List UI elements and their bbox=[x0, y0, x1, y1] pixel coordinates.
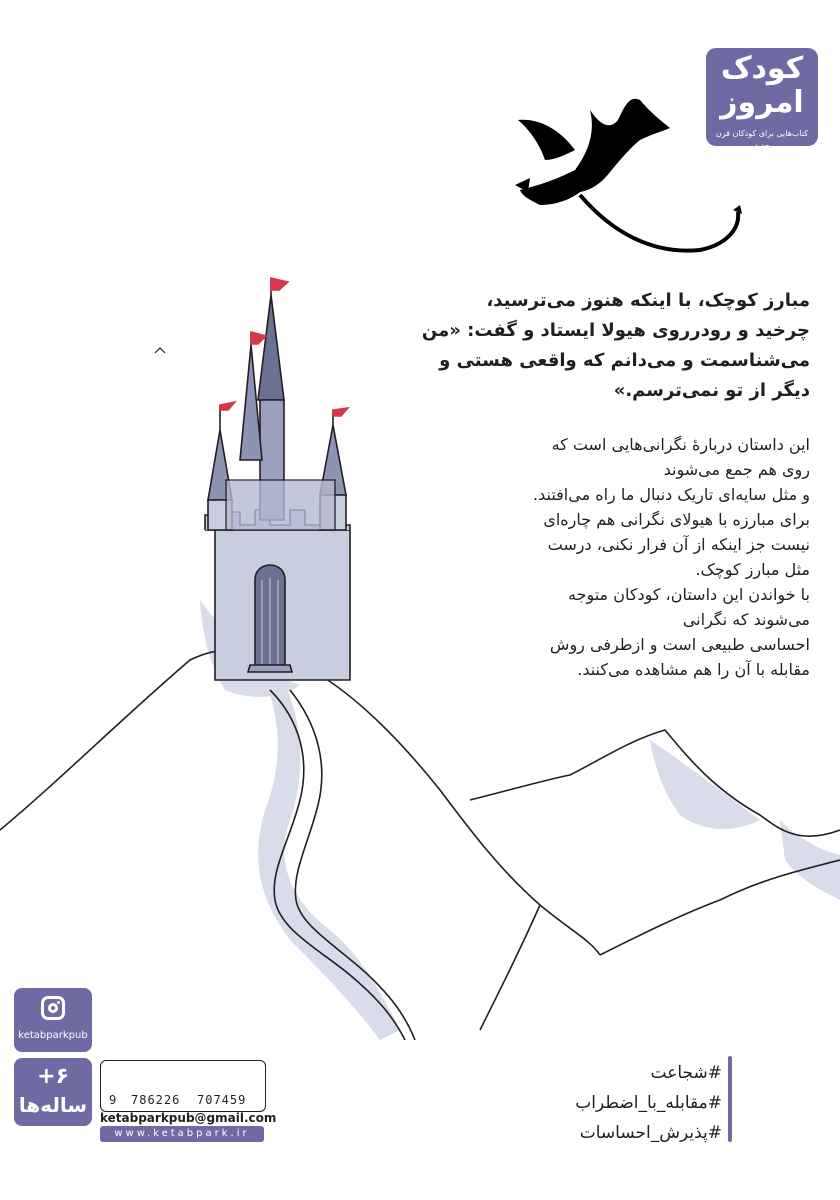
logo-line-1: کودک bbox=[720, 51, 804, 86]
contact-email[interactable]: ketabparkpub@gmail.com bbox=[100, 1111, 277, 1125]
book-description bbox=[380, 432, 810, 682]
description-line: برای مبارزه با هیولای نگرانی هم چاره‌ای bbox=[543, 510, 810, 529]
description-line: با خواندن این داستان، کودکان متوجه bbox=[567, 585, 810, 604]
quote-line: دیگر از تو نمی‌ترسم.» bbox=[613, 380, 810, 401]
age-badge bbox=[14, 1058, 92, 1126]
hashtag: #پذیرش_احساسات bbox=[579, 1123, 722, 1143]
description-line: روی هم جمع می‌شوند bbox=[663, 460, 810, 479]
website-link[interactable]: www.ketabpark.ir bbox=[100, 1126, 264, 1142]
barcode-digit-prefix: 9 bbox=[109, 1093, 118, 1107]
hashtag-divider bbox=[728, 1056, 732, 1142]
hashtag-list bbox=[560, 1058, 722, 1148]
instagram-badge[interactable] bbox=[14, 988, 92, 1052]
castle bbox=[205, 278, 350, 680]
instagram-handle: ketabparkpub bbox=[18, 1030, 88, 1041]
description-line: این داستان دربارهٔ نگرانی‌هایی است که bbox=[551, 435, 810, 454]
dragon-illustration bbox=[515, 99, 742, 251]
isbn-barcode bbox=[100, 1060, 266, 1112]
quote-line: چرخید و رودرروی هیولا ایستاد و گفت: «من bbox=[421, 320, 810, 341]
logo-tagline: کتاب‌هایی برای کودکان قرن جدید bbox=[715, 129, 809, 150]
barcode-digit-group-2: 707459 bbox=[197, 1093, 247, 1107]
age-number: +۶ bbox=[37, 1064, 69, 1089]
bird-icon bbox=[155, 348, 165, 353]
story-quote bbox=[380, 286, 810, 406]
barcode-digit-group-1: 786226 bbox=[131, 1093, 181, 1107]
description-line: نیست جز اینکه از آن فرار نکنی، درست bbox=[547, 535, 810, 554]
mountains bbox=[0, 649, 840, 1040]
hashtag: #شجاعت bbox=[650, 1063, 722, 1083]
hashtag: #مقابله_با_اضطراب bbox=[575, 1093, 722, 1113]
age-word: ساله‌ها bbox=[18, 1093, 88, 1117]
description-line: و مثل سایه‌ای تاریک دنبال ما راه می‌افتند. bbox=[533, 485, 810, 504]
description-line: مقابله با آن را هم مشاهده می‌کنند. bbox=[577, 660, 810, 679]
description-line: مثل مبارز کوچک. bbox=[695, 560, 810, 579]
barcode-digits bbox=[101, 1093, 265, 1109]
description-line: احساسی طبیعی است و ازطرفی روش bbox=[549, 635, 810, 654]
description-line: می‌شوند که نگرانی bbox=[682, 610, 810, 629]
quote-line: می‌شناسمت و می‌دانم که واقعی هستی و bbox=[439, 350, 810, 371]
logo-line-2: امروز bbox=[720, 85, 804, 120]
quote-line: مبارز کوچک، با اینکه هنوز می‌ترسید، bbox=[486, 290, 810, 311]
instagram-icon bbox=[41, 996, 65, 1020]
